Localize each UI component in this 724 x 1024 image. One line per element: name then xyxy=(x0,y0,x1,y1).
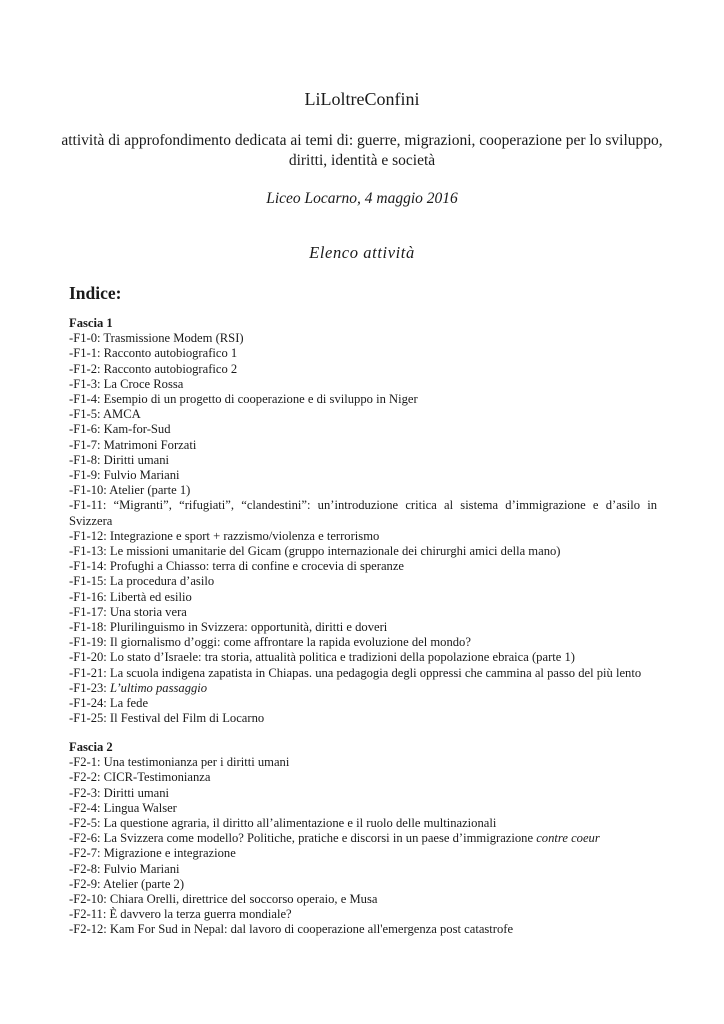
italic-phrase: contre coeur xyxy=(536,831,600,846)
list-item: -F1-8: Diritti umani xyxy=(69,452,170,467)
list-item: -F1-21: La scuola indigena zapatista in Chiapas. una pedagogia degli oppressi che cammina al passo del più lento xyxy=(69,665,642,680)
list-item: -F2-4: Lingua Walser xyxy=(69,800,177,815)
list-item: -F2-10: Chiara Orelli, direttrice del soccorso operaio, e Musa xyxy=(69,892,378,907)
list-item: -F1-4: Esempio di un progetto di cooperazione e di sviluppo in Niger xyxy=(69,392,418,407)
italic-title: L’ultimo passaggio xyxy=(109,680,208,695)
list-item: -F1-9: Fulvio Mariani xyxy=(69,468,180,483)
list-item: -F2-2: CICR-Testimonianza xyxy=(69,770,211,785)
fascia-1-list xyxy=(69,316,657,726)
list-item: -F1-5: AMCA xyxy=(69,407,141,422)
list-item: -F1-19: Il giornalismo d’oggi: come affrontare la rapida evoluzione del mondo? xyxy=(69,635,471,650)
list-item: -F1-6: Kam-for-Sud xyxy=(69,422,171,437)
list-item: -F1-23: L’ultimo passaggio xyxy=(69,680,208,695)
list-item: -F2-11: È davvero la terza guerra mondiale? xyxy=(69,907,292,922)
list-item: -F2-9: Atelier (parte 2) xyxy=(69,876,185,891)
list-item: -F2-7: Migrazione e integrazione xyxy=(69,846,236,861)
list-item: -F1-15: La procedura d’asilo xyxy=(69,574,215,589)
list-item: -F1-11: “Migranti”, “rifugiati”, “clandestini”: un’introduzione critica al sistema d’immigrazione e d’asilo in Svizzera xyxy=(69,498,657,528)
list-item: -F1-2: Racconto autobiografico 2 xyxy=(69,361,238,376)
list-item: -F1-16: Libertà ed esilio xyxy=(69,589,192,604)
list-item: -F1-10: Atelier (parte 1) xyxy=(69,483,191,498)
index-heading: Indice: xyxy=(69,283,122,303)
document-subtitle: attività di approfondimento dedicata ai temi di: guerre, migrazioni, cooperazione per lo sviluppo, diritti, identità e società xyxy=(61,132,663,169)
list-item: -F1-7: Matrimoni Forzati xyxy=(69,437,197,452)
list-item: -F1-20: Lo stato d’Israele: tra storia, attualità politica e tradizioni della popolazione ebraica (parte 1) xyxy=(69,650,575,665)
list-item: -F1-13: Le missioni umanitarie del Gicam (gruppo internazionale dei chirurghi amici della mano) xyxy=(69,544,561,559)
list-item: -F1-1: Racconto autobiografico 1 xyxy=(69,346,238,361)
list-item: -F1-12: Integrazione e sport + razzismo/violenza e terrorismo xyxy=(69,528,380,543)
list-item: -F1-0: Trasmissione Modem (RSI) xyxy=(69,331,244,346)
list-item: -F1-3: La Croce Rossa xyxy=(69,376,184,391)
list-item: -F2-6: La Svizzera come modello? Politiche, pratiche e discorsi in un paese d’immigrazione contre coeur xyxy=(69,831,600,846)
section-title: Elenco attività xyxy=(309,243,415,262)
list-item: -F1-24: La fede xyxy=(69,696,149,711)
list-item: -F2-8: Fulvio Mariani xyxy=(69,861,180,876)
fascia-1-heading: Fascia 1 xyxy=(69,316,113,330)
fascia-2-list xyxy=(69,740,657,938)
list-item: -F1-14: Profughi a Chiasso: terra di confine e crocevia di speranze xyxy=(69,559,405,574)
list-item: -F1-17: Una storia vera xyxy=(69,604,187,619)
list-item: -F2-1: Una testimonianza per i diritti umani xyxy=(69,755,290,770)
list-item: -F2-12: Kam For Sud in Nepal: dal lavoro di cooperazione all'emergenza post catastrofe xyxy=(69,922,514,937)
list-item: -F2-5: La questione agraria, il diritto all’alimentazione e il ruolo delle multinazionali xyxy=(69,816,497,831)
document-title: LiLoltreConfini xyxy=(304,89,420,109)
list-item: -F2-3: Diritti umani xyxy=(69,785,170,800)
dateline: Liceo Locarno, 4 maggio 2016 xyxy=(266,190,458,207)
list-item: -F1-25: Il Festival del Film di Locarno xyxy=(69,711,265,726)
fascia-2-heading: Fascia 2 xyxy=(69,740,113,754)
list-item: -F1-18: Plurilinguismo in Svizzera: opportunità, diritti e doveri xyxy=(69,620,388,635)
